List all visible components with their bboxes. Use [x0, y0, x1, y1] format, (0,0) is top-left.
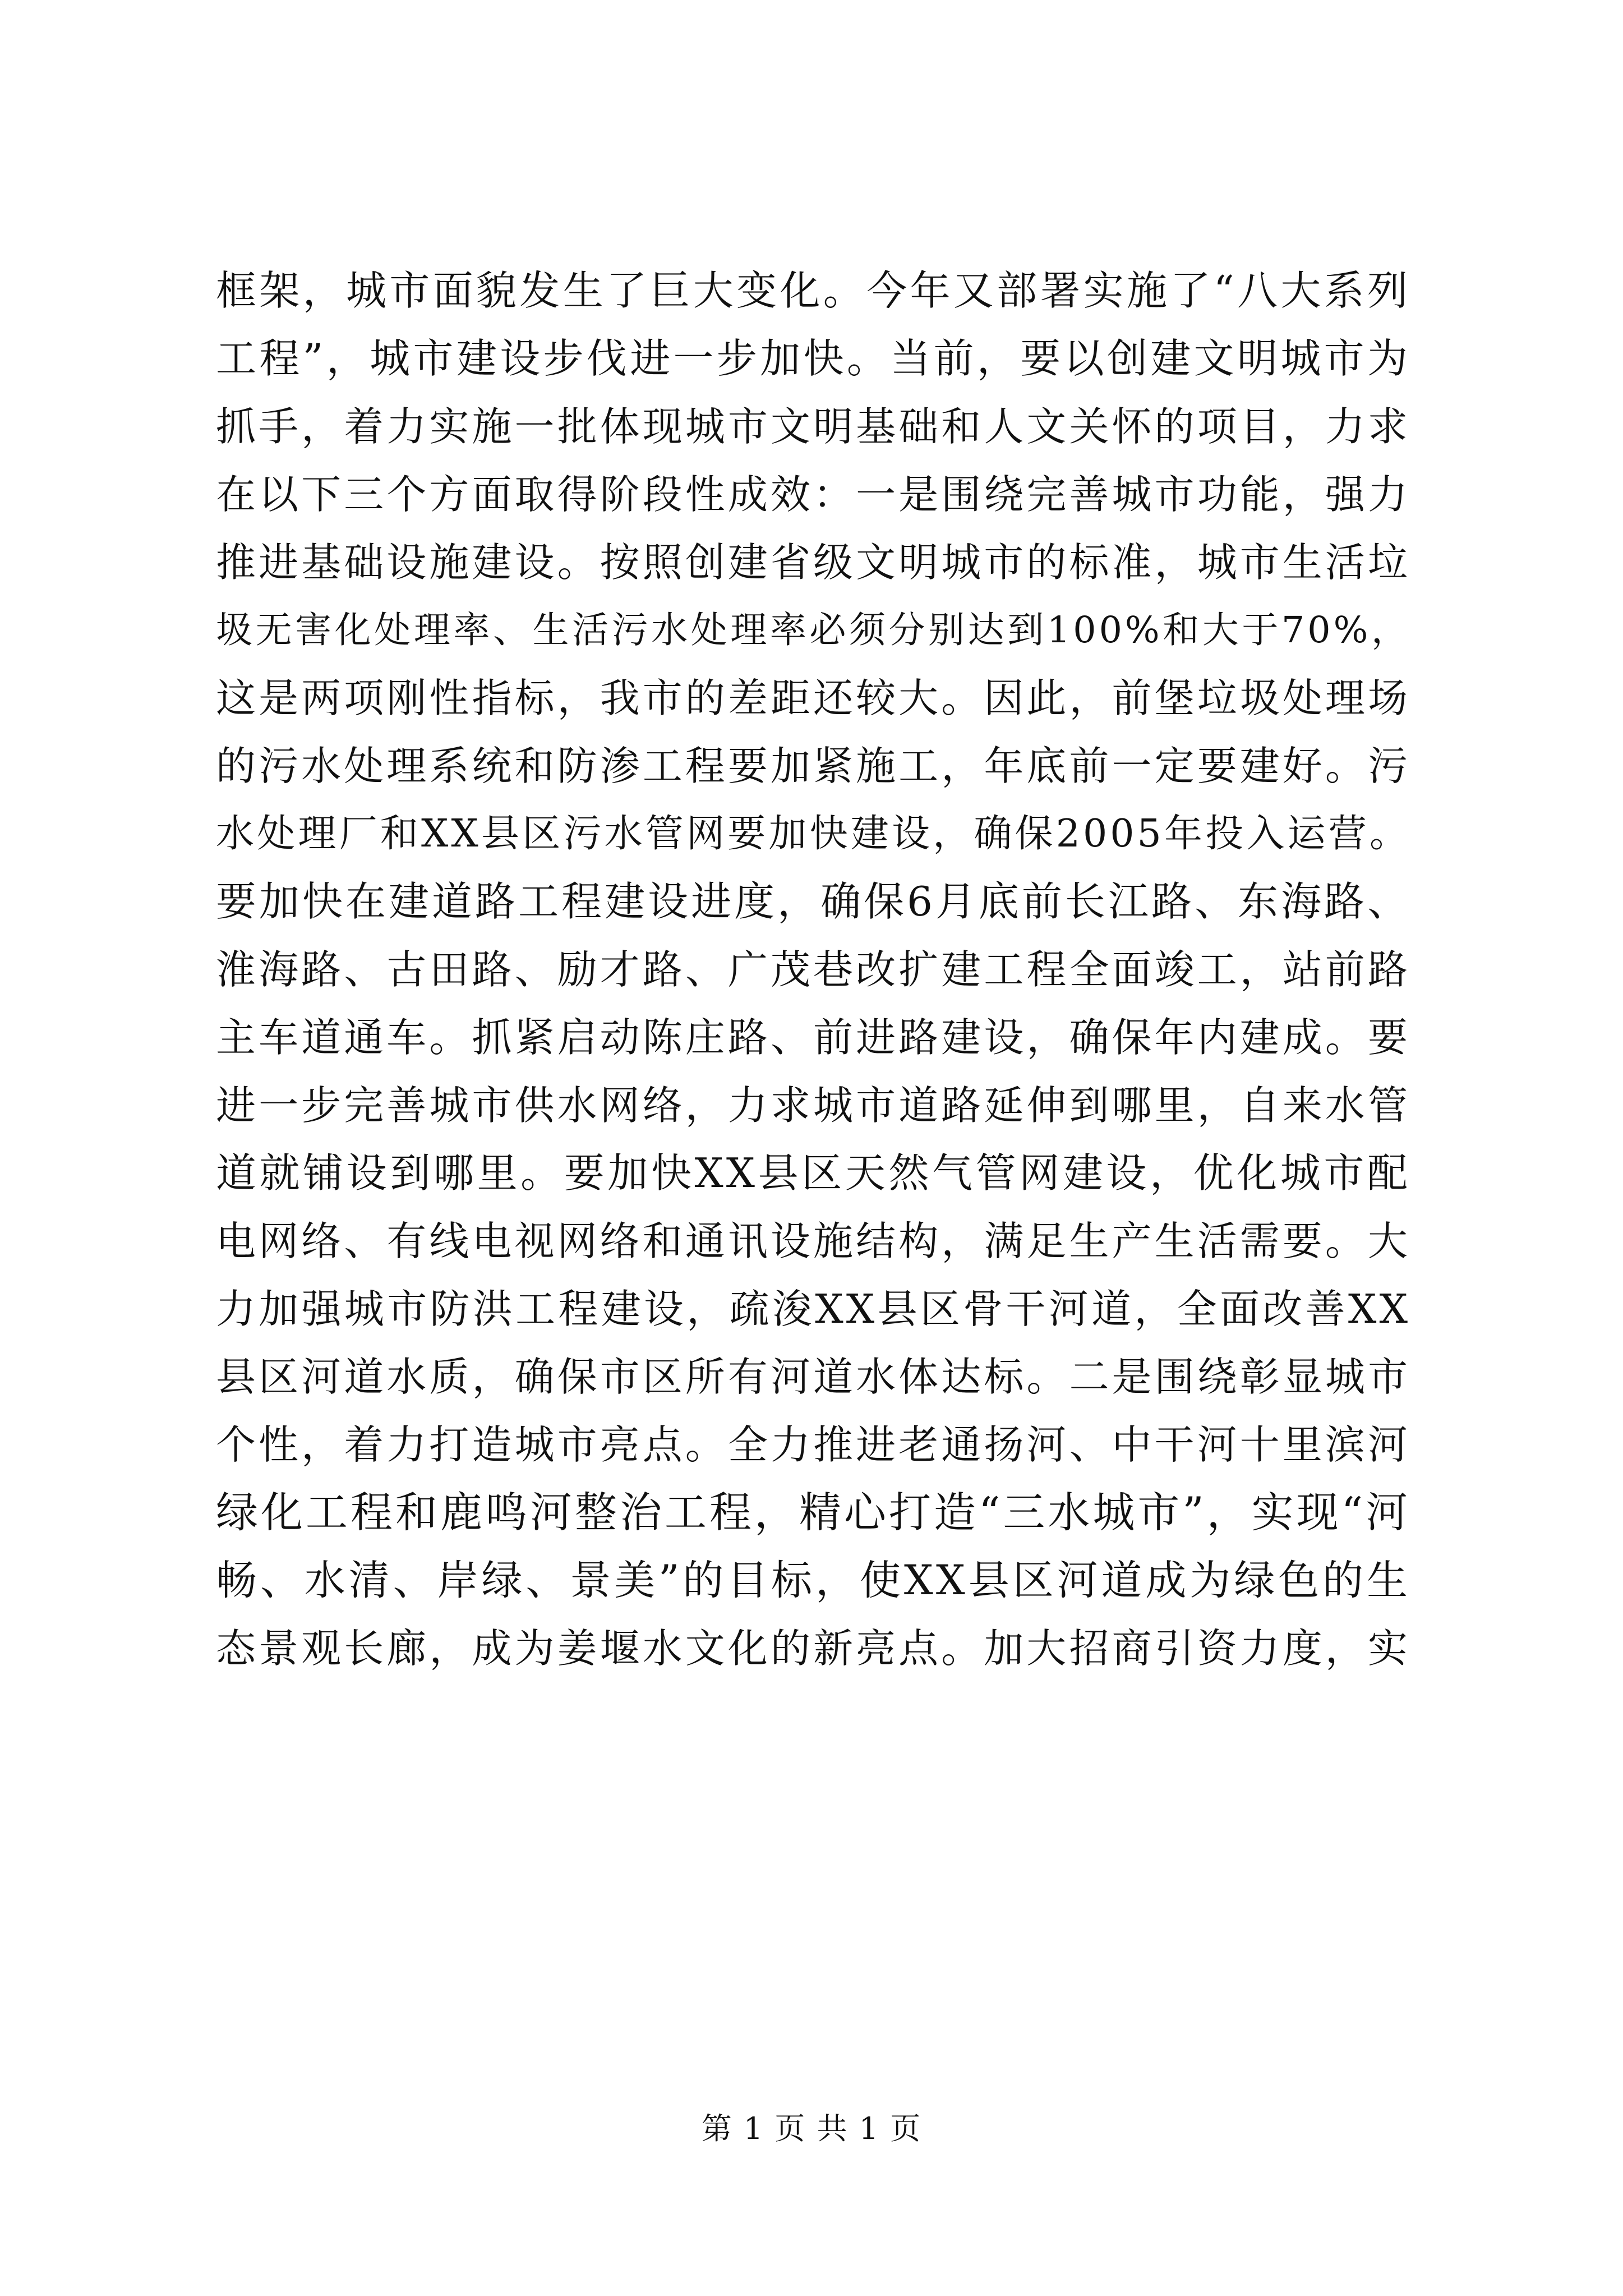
- text-line: 畅、水清、岸绿、景美”的目标，使XX县区河道成为绿色的生: [216, 1557, 1410, 1604]
- text-line: 工程”，城市建设步伐进一步加快。当前，要以创建文明城市为: [216, 335, 1410, 382]
- text-line: 道就铺设到哪里。要加快XX县区天然气管网建设，优化城市配: [216, 1149, 1410, 1197]
- text-line: 县区河道水质，确保市区所有河道水体达标。二是围绕彰显城市: [216, 1354, 1410, 1400]
- text-line: 态景观长廊，成为姜堰水文化的新亮点。加大招商引资力度，实: [216, 1625, 1410, 1672]
- text-line: 个性，着力打造城市亮点。全力推进老通扬河、中干河十里滨河: [216, 1421, 1410, 1468]
- page-number-footer: 第 1 页 共 1 页: [701, 2111, 922, 2146]
- text-line: 主车道通车。抓紧启动陈庄路、前进路建设，确保年内建成。要: [216, 1014, 1410, 1061]
- text-line: 绿化工程和鹿鸣河整治工程，精心打造“三水城市”，实现“河: [216, 1488, 1411, 1537]
- body-paragraph: [216, 257, 1410, 1682]
- text-line: 进一步完善城市供水网络，力求城市道路延伸到哪里，自来水管: [216, 1082, 1410, 1129]
- text-line: 圾无害化处理率、生活污水处理率必须分别达到100%和大于70%，: [216, 609, 1410, 651]
- text-line: 力加强城市防洪工程建设，疏浚XX县区骨干河道，全面改善XX: [216, 1286, 1410, 1332]
- text-line: 淮海路、古田路、励才路、广茂巷改扩建工程全面竣工，站前路: [216, 946, 1410, 993]
- text-line: 抓手，着力实施一批体现城市文明基础和人文关怀的项目，力求: [216, 403, 1410, 450]
- text-line: 这是两项刚性指标，我市的差距还较大。因此，前堡垃圾处理场: [216, 675, 1410, 721]
- text-line: 水处理厂和XX县区污水管网要加快建设，确保2005年投入运营。: [216, 812, 1410, 856]
- text-line: 框架，城市面貌发生了巨大变化。今年又部署实施了“八大系列: [216, 267, 1410, 314]
- text-line: 电网络、有线电视网络和通讯设施结构，满足生产生活需要。大: [216, 1218, 1410, 1264]
- text-line: 推进基础设施建设。按照创建省级文明城市的标准，城市生活垃: [216, 539, 1410, 586]
- text-line: 在以下三个方面取得阶段性成效：一是围绕完善城市功能，强力: [216, 471, 1410, 518]
- text-line: 的污水处理系统和防渗工程要加紧施工，年底前一定要建好。污: [216, 743, 1410, 789]
- text-line: 要加快在建道路工程建设进度，确保6月底前长江路、东海路、: [216, 878, 1410, 925]
